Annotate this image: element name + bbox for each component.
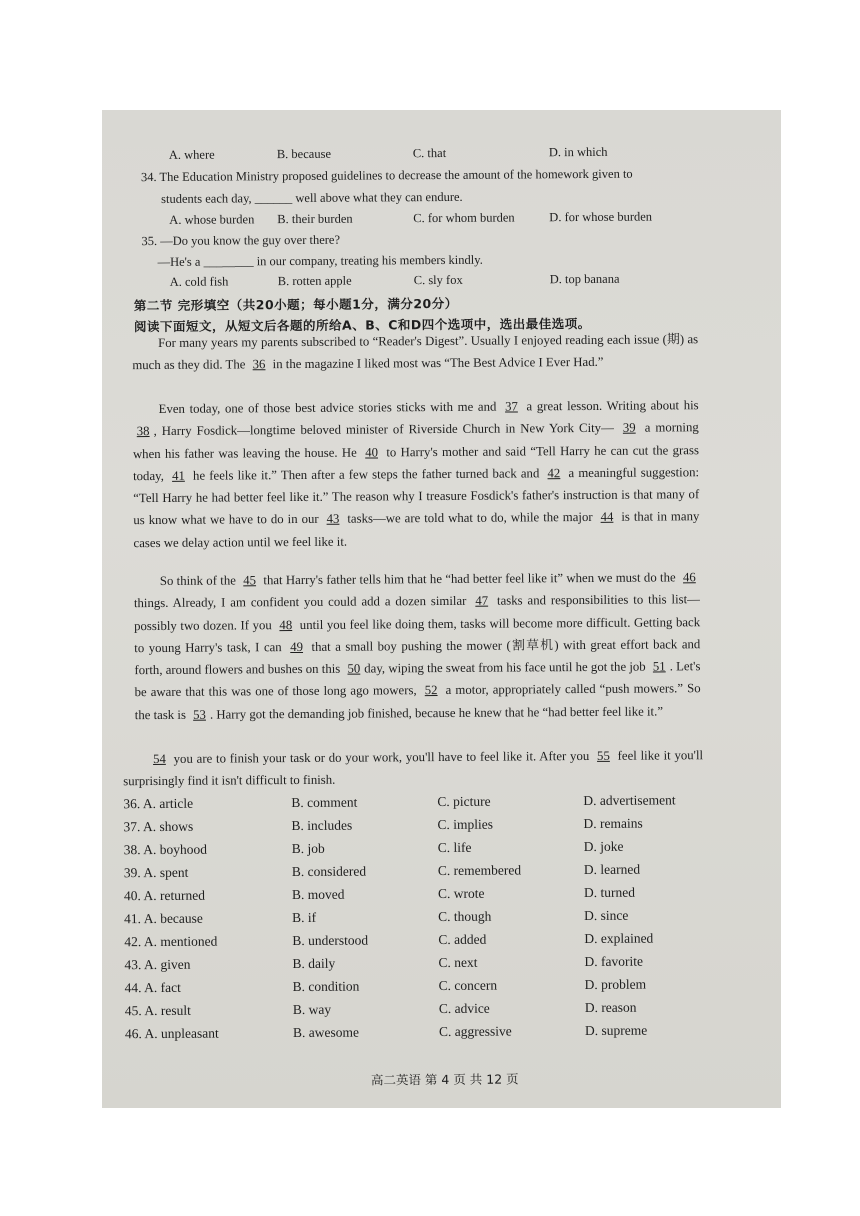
- option-b: B. job: [291, 840, 325, 857]
- option-b: B. way: [292, 1001, 332, 1018]
- exam-page-photo: [102, 110, 781, 1108]
- option-c: C. wrote: [437, 885, 485, 902]
- option-c: C. though: [438, 908, 492, 925]
- option-c: C. picture: [437, 793, 491, 810]
- option-b: B. awesome: [292, 1024, 359, 1041]
- q34-option-b: B. their burden: [277, 211, 353, 227]
- option-b: B. if: [292, 909, 317, 926]
- option-d: D. reason: [584, 999, 637, 1016]
- option-a: 38. A. boyhood: [123, 841, 207, 858]
- blank-54: 54: [152, 751, 166, 767]
- option-d: D. remains: [583, 815, 643, 832]
- passage-text: a morning when his father was leaving the house. He: [132, 420, 699, 461]
- blank-39: 39: [622, 420, 636, 436]
- blank-55: 55: [596, 748, 610, 763]
- passage-text: , Harry Fosdick—longtime beloved minister of Riverside Church in New York City—: [153, 421, 614, 439]
- option-a: 41. A. because: [124, 910, 203, 927]
- passage-text: things. Already, I am confident you could add a dozen similar: [133, 594, 467, 611]
- blank-37: 37: [504, 399, 518, 414]
- passage-text: is that in many cases we delay action until we feel like it.: [133, 509, 700, 550]
- option-d: D. supreme: [584, 1022, 648, 1039]
- passage-text: a meaningful suggestion: “Tell Harry he had better feel like it.” The reason why I treasure Fosdick's father's instruction is that many of us know what we have to do in our: [133, 465, 700, 528]
- option-c: C. advice: [438, 1000, 490, 1017]
- passage-text: Even today, one of those best advice stories sticks with me and: [158, 399, 497, 416]
- q34-option-a: A. whose burden: [169, 212, 255, 227]
- blank-43: 43: [326, 512, 340, 527]
- option-c: C. remembered: [437, 862, 522, 879]
- blank-50: 50: [347, 661, 361, 676]
- option-c: C. life: [437, 839, 472, 856]
- exam-content: [102, 110, 781, 1108]
- option-d: D. problem: [584, 976, 647, 993]
- option-d: D. joke: [583, 838, 624, 855]
- section-instruction: 阅读下面短文，从短文后各题的所给A、B、C和D四个选项中，选出最佳选项。: [133, 315, 591, 335]
- q34-stem-line1: 34. The Education Ministry proposed guidelines to decrease the amount of the homework given to: [140, 166, 633, 185]
- q34-option-d: D. for whose burden: [549, 209, 653, 225]
- passage-paragraph-3: [134, 566, 701, 726]
- passage-paragraph-2: [133, 394, 700, 554]
- option-a: 37. A. shows: [123, 818, 194, 835]
- q33-options: [169, 144, 729, 164]
- option-b: B. includes: [291, 817, 353, 834]
- option-c: C. concern: [438, 977, 498, 994]
- option-b: B. condition: [292, 978, 360, 995]
- passage-text: a motor, appropriately called “push mowers.” So the task is: [134, 681, 701, 722]
- q35-option-b: B. rotten apple: [277, 273, 352, 289]
- q33-option-c: C. that: [412, 145, 447, 161]
- passage-text: a great lesson. Writing about his: [526, 398, 699, 414]
- option-c: C. aggressive: [438, 1023, 512, 1040]
- passage-text: until you feel like doing them, tasks will become more difficult. Getting back to young Harry's task, I can: [134, 614, 701, 656]
- passage-text: . Let's be aware that this was one of those long ago mowers,: [134, 659, 701, 700]
- option-b: B. moved: [291, 886, 345, 903]
- passage-paragraph-1: [132, 328, 698, 377]
- option-b: B. understood: [292, 932, 369, 949]
- option-d: D. advertisement: [583, 792, 676, 809]
- option-a: 39. A. spent: [123, 864, 189, 881]
- option-a: 42. A. mentioned: [124, 933, 218, 950]
- blank-48: 48: [279, 617, 293, 632]
- option-c: C. next: [438, 954, 478, 971]
- q34-option-c: C. for whom burden: [413, 210, 515, 226]
- blank-36: 36: [252, 357, 266, 372]
- q35-options: [170, 271, 730, 291]
- option-a: 46. A. unpleasant: [124, 1025, 219, 1042]
- blank-41: 41: [171, 468, 185, 483]
- option-a: 45. A. result: [124, 1002, 191, 1019]
- passage-text: to Harry's mother and said “Tell Harry he can cut the grass today,: [133, 442, 699, 484]
- blank-42: 42: [547, 466, 561, 481]
- option-d: D. turned: [583, 884, 636, 901]
- passage-text: that a small boy pushing the mower (割草机) with great effort back and forth, around flowers and bushes on this: [134, 637, 701, 678]
- q34-stem-line2: students each day, ______ well above what they can endure.: [161, 189, 463, 206]
- q33-option-a: A. where: [168, 147, 215, 162]
- option-a: 36. A. article: [123, 795, 194, 812]
- passage-text: tasks—we are told what to do, while the major: [347, 510, 593, 527]
- q35-stem-line1: 35. —Do you know the guy over there?: [141, 232, 341, 249]
- option-a: 43. A. given: [124, 956, 191, 973]
- passage-text: For many years my parents subscribed to “Reader's Digest”. Usually I enjoyed reading each issue (期) as much as they did. The: [132, 332, 699, 373]
- blank-44: 44: [600, 510, 614, 525]
- blank-53: 53: [193, 707, 206, 722]
- passage-text: in the magazine I liked most was “The Best Advice I Ever Had.”: [272, 355, 604, 372]
- blank-38: 38: [136, 424, 150, 439]
- option-d: D. learned: [583, 861, 641, 878]
- q35-stem-line2: —He's a ________ in our company, treating his members kindly.: [157, 252, 483, 269]
- passage-text: that Harry's father tells him that he “had better feel like it” when we must do the: [263, 570, 676, 588]
- passage-text: day, wiping the sweat from his face until he got the job: [364, 659, 646, 676]
- option-d: D. since: [584, 907, 629, 924]
- answer-row-46: [125, 1022, 725, 1049]
- option-c: C. implies: [437, 816, 494, 833]
- blank-46: 46: [682, 570, 696, 585]
- option-c: C. added: [438, 931, 487, 948]
- passage-text: tasks and responsibilities to this list—possibly two dozen. If you: [134, 592, 700, 633]
- blank-47: 47: [475, 593, 489, 609]
- option-d: D. favorite: [584, 953, 643, 970]
- q33-option-b: B. because: [276, 146, 332, 162]
- q35-option-c: C. sly fox: [413, 272, 463, 288]
- option-b: B. daily: [292, 955, 336, 972]
- blank-45: 45: [243, 573, 257, 588]
- passage-text: feel like it you'll surprisingly find it isn't difficult to finish.: [123, 748, 704, 789]
- passage-paragraph-4: [123, 744, 703, 793]
- q33-option-d: D. in which: [548, 144, 608, 160]
- q35-option-a: A. cold fish: [169, 274, 229, 289]
- section-title: 第二节 完形填空（共20小题；每小题1分，满分20分）: [133, 295, 458, 314]
- q35-option-d: D. top banana: [549, 271, 620, 287]
- passage-text: he feels like it.” Then after a few steps the father turned back and: [192, 466, 540, 483]
- option-a: 44. A. fact: [124, 979, 181, 996]
- passage-text: . Harry got the demanding job finished, because he knew that he “had better feel like it.”: [209, 704, 664, 722]
- option-b: B. comment: [291, 794, 358, 811]
- option-d: D. explained: [584, 930, 654, 947]
- passage-text: So think of the: [159, 573, 236, 588]
- page-footer: 高二英语 第 4 页 共 12 页: [370, 1071, 519, 1088]
- q34-options: [169, 209, 729, 229]
- blank-52: 52: [424, 683, 438, 698]
- option-a: 40. A. returned: [123, 887, 206, 904]
- blank-49: 49: [290, 639, 304, 654]
- option-b: B. considered: [291, 863, 367, 880]
- blank-51: 51: [652, 659, 666, 674]
- passage-text: you are to finish your task or do your work, you'll have to feel like it. After you: [173, 748, 590, 766]
- blank-40: 40: [365, 445, 379, 460]
